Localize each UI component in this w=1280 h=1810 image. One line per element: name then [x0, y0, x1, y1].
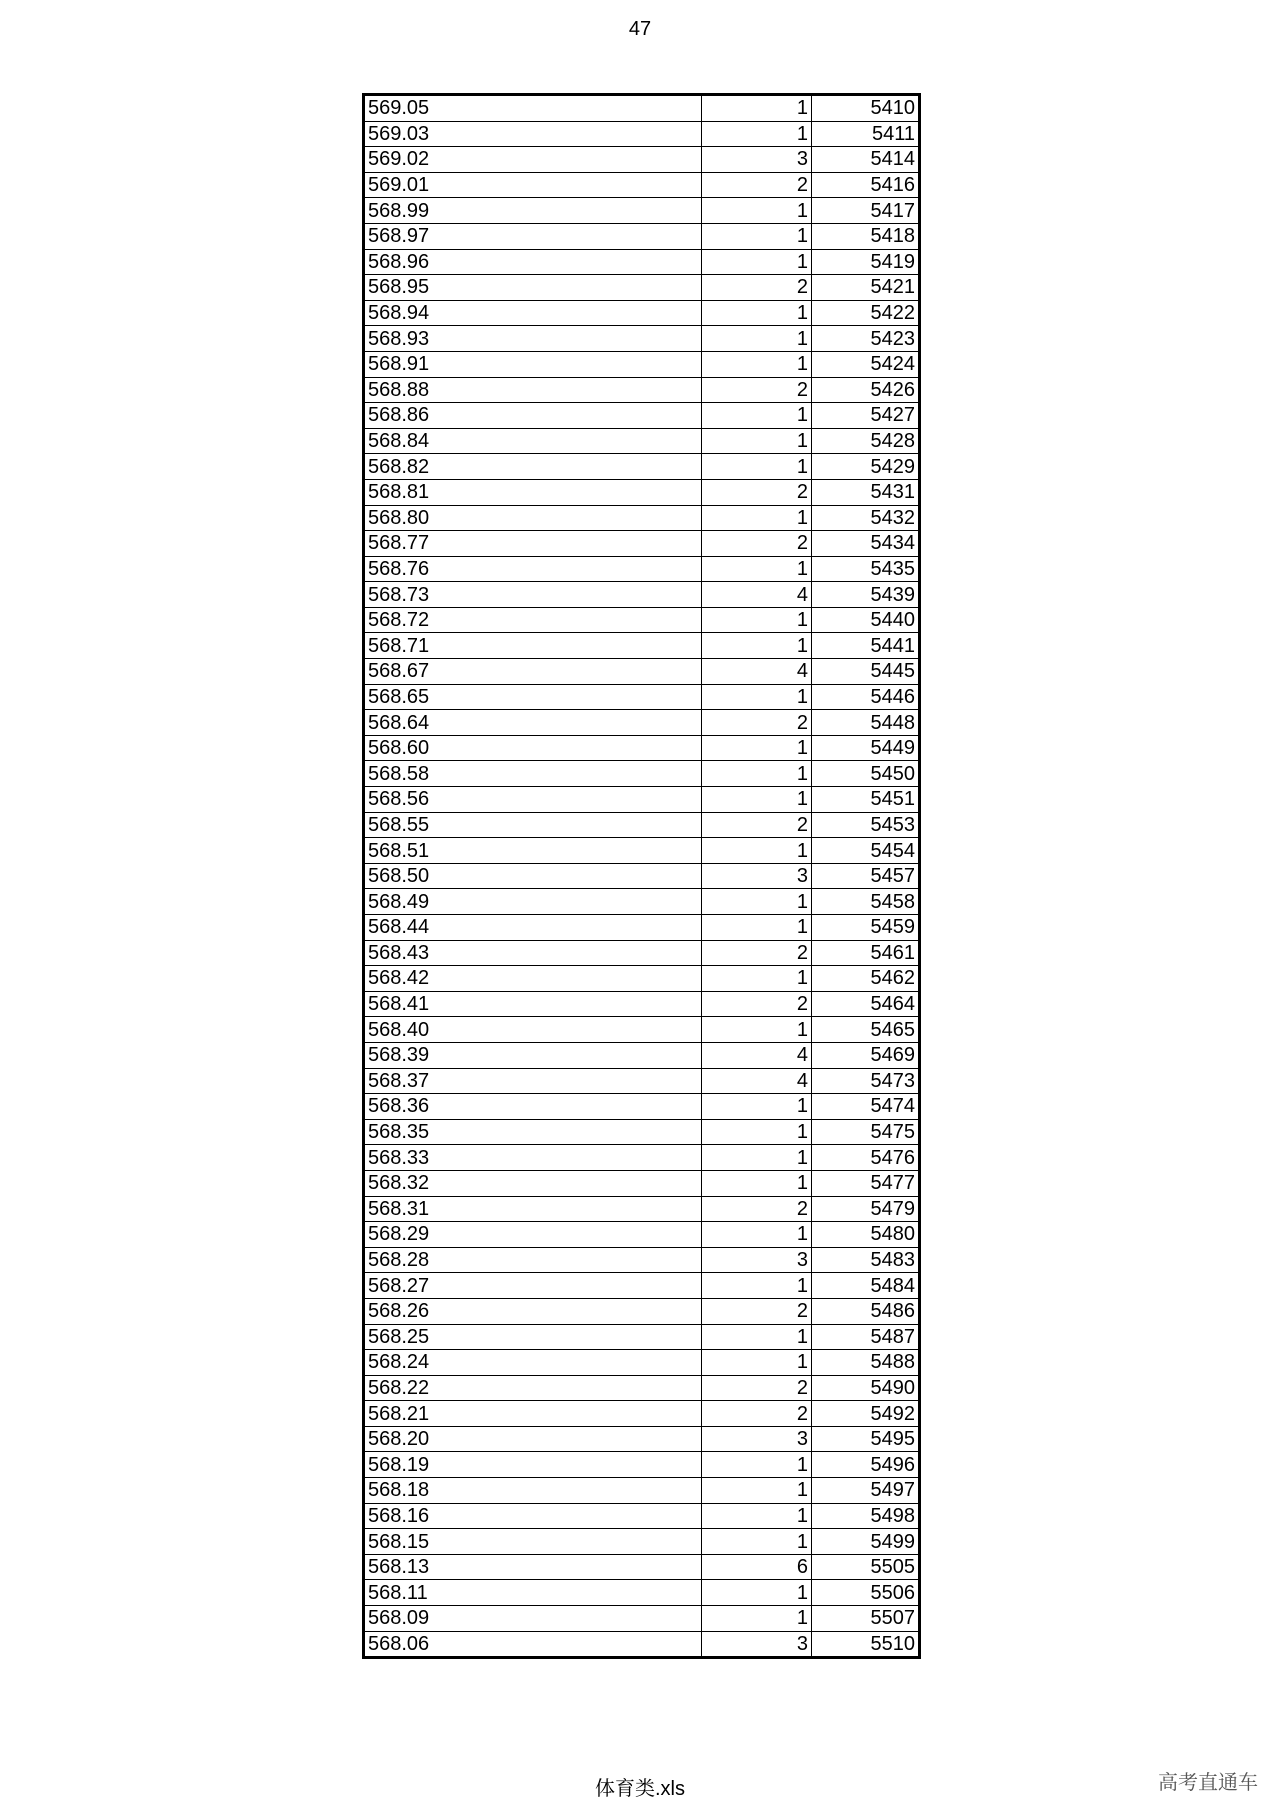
cumulative-cell: 5434 — [812, 531, 920, 557]
table-row — [364, 121, 920, 147]
score-cell: 568.36 — [364, 1094, 702, 1120]
cumulative-cell: 5426 — [812, 377, 920, 403]
score-cell: 568.35 — [364, 1119, 702, 1145]
cumulative-cell: 5422 — [812, 300, 920, 326]
cumulative-cell: 5458 — [812, 889, 920, 915]
count-cell: 1 — [702, 1145, 812, 1171]
score-cell: 568.80 — [364, 505, 702, 531]
count-cell: 6 — [702, 1554, 812, 1580]
cumulative-cell: 5454 — [812, 838, 920, 864]
table-row — [364, 479, 920, 505]
cumulative-cell: 5495 — [812, 1426, 920, 1452]
cumulative-cell: 5487 — [812, 1324, 920, 1350]
score-cell: 568.77 — [364, 531, 702, 557]
cumulative-cell: 5418 — [812, 223, 920, 249]
score-cell: 568.82 — [364, 454, 702, 480]
count-cell: 1 — [702, 889, 812, 915]
count-cell: 4 — [702, 659, 812, 685]
table-row — [364, 787, 920, 813]
count-cell: 1 — [702, 1580, 812, 1606]
score-cell: 568.96 — [364, 249, 702, 275]
count-cell: 1 — [702, 787, 812, 813]
table-row — [364, 249, 920, 275]
cumulative-cell: 5441 — [812, 633, 920, 659]
table-row — [364, 863, 920, 889]
table-row — [364, 1247, 920, 1273]
table-row — [364, 505, 920, 531]
score-cell: 568.55 — [364, 812, 702, 838]
cumulative-cell: 5461 — [812, 940, 920, 966]
score-cell: 568.88 — [364, 377, 702, 403]
count-cell: 1 — [702, 915, 812, 941]
cumulative-cell: 5484 — [812, 1273, 920, 1299]
count-cell: 1 — [702, 454, 812, 480]
table-row — [364, 1631, 920, 1658]
table-row — [364, 1350, 920, 1376]
score-cell: 569.03 — [364, 121, 702, 147]
cumulative-cell: 5473 — [812, 1068, 920, 1094]
score-cell: 568.31 — [364, 1196, 702, 1222]
count-cell: 1 — [702, 735, 812, 761]
table-row — [364, 1401, 920, 1427]
score-cell: 568.95 — [364, 275, 702, 301]
score-cell: 568.50 — [364, 863, 702, 889]
count-cell: 3 — [702, 1426, 812, 1452]
cumulative-cell: 5417 — [812, 198, 920, 224]
count-cell: 2 — [702, 1196, 812, 1222]
table-row — [364, 889, 920, 915]
table-row — [364, 1375, 920, 1401]
cumulative-cell: 5486 — [812, 1298, 920, 1324]
table-row — [364, 1606, 920, 1632]
table-row — [364, 1426, 920, 1452]
count-cell: 2 — [702, 479, 812, 505]
cumulative-cell: 5477 — [812, 1170, 920, 1196]
score-cell: 568.16 — [364, 1503, 702, 1529]
count-cell: 1 — [702, 1350, 812, 1376]
cumulative-cell: 5440 — [812, 607, 920, 633]
count-cell: 2 — [702, 377, 812, 403]
score-cell: 568.91 — [364, 351, 702, 377]
cumulative-cell: 5432 — [812, 505, 920, 531]
count-cell: 2 — [702, 172, 812, 198]
cumulative-cell: 5457 — [812, 863, 920, 889]
score-cell: 568.81 — [364, 479, 702, 505]
score-cell: 568.28 — [364, 1247, 702, 1273]
table-row — [364, 966, 920, 992]
count-cell: 1 — [702, 428, 812, 454]
table-row — [364, 710, 920, 736]
cumulative-cell: 5427 — [812, 403, 920, 429]
count-cell: 1 — [702, 1017, 812, 1043]
cumulative-cell: 5411 — [812, 121, 920, 147]
table-row — [364, 1119, 920, 1145]
score-cell: 568.29 — [364, 1222, 702, 1248]
score-cell: 568.65 — [364, 684, 702, 710]
cumulative-cell: 5429 — [812, 454, 920, 480]
score-cell: 568.13 — [364, 1554, 702, 1580]
score-cell: 568.09 — [364, 1606, 702, 1632]
table-row — [364, 1042, 920, 1068]
score-cell: 568.58 — [364, 761, 702, 787]
cumulative-cell: 5475 — [812, 1119, 920, 1145]
count-cell: 3 — [702, 1247, 812, 1273]
table-row — [364, 198, 920, 224]
table-row — [364, 582, 920, 608]
table-row — [364, 300, 920, 326]
score-cell: 568.76 — [364, 556, 702, 582]
score-cell: 568.64 — [364, 710, 702, 736]
count-cell: 3 — [702, 1631, 812, 1658]
score-cell: 569.05 — [364, 95, 702, 122]
cumulative-cell: 5419 — [812, 249, 920, 275]
cumulative-cell: 5450 — [812, 761, 920, 787]
table-row — [364, 812, 920, 838]
cumulative-cell: 5510 — [812, 1631, 920, 1658]
table-row — [364, 659, 920, 685]
count-cell: 1 — [702, 1452, 812, 1478]
table-row — [364, 1478, 920, 1504]
count-cell: 1 — [702, 1478, 812, 1504]
cumulative-cell: 5449 — [812, 735, 920, 761]
count-cell: 2 — [702, 275, 812, 301]
count-cell: 2 — [702, 812, 812, 838]
table-row — [364, 403, 920, 429]
count-cell: 1 — [702, 966, 812, 992]
cumulative-cell: 5479 — [812, 1196, 920, 1222]
cumulative-cell: 5435 — [812, 556, 920, 582]
score-cell: 568.56 — [364, 787, 702, 813]
cumulative-cell: 5423 — [812, 326, 920, 352]
score-cell: 568.15 — [364, 1529, 702, 1555]
count-cell: 2 — [702, 1401, 812, 1427]
table-row — [364, 1145, 920, 1171]
score-cell: 568.27 — [364, 1273, 702, 1299]
score-cell: 568.51 — [364, 838, 702, 864]
table-row — [364, 531, 920, 557]
score-cell: 568.72 — [364, 607, 702, 633]
cumulative-cell: 5428 — [812, 428, 920, 454]
table-row — [364, 940, 920, 966]
count-cell: 2 — [702, 531, 812, 557]
count-cell: 1 — [702, 121, 812, 147]
count-cell: 1 — [702, 761, 812, 787]
score-cell: 568.39 — [364, 1042, 702, 1068]
cumulative-cell: 5497 — [812, 1478, 920, 1504]
cumulative-cell: 5421 — [812, 275, 920, 301]
table-row — [364, 1554, 920, 1580]
table-row — [364, 684, 920, 710]
cumulative-cell: 5439 — [812, 582, 920, 608]
table-row — [364, 1170, 920, 1196]
count-cell: 1 — [702, 403, 812, 429]
cumulative-cell: 5446 — [812, 684, 920, 710]
count-cell: 3 — [702, 863, 812, 889]
cumulative-cell: 5424 — [812, 351, 920, 377]
score-cell: 568.25 — [364, 1324, 702, 1350]
cumulative-cell: 5464 — [812, 991, 920, 1017]
table-row — [364, 1017, 920, 1043]
table-row — [364, 838, 920, 864]
score-cell: 568.94 — [364, 300, 702, 326]
table-row — [364, 1503, 920, 1529]
score-cell: 568.41 — [364, 991, 702, 1017]
score-cell: 568.71 — [364, 633, 702, 659]
cumulative-cell: 5499 — [812, 1529, 920, 1555]
table-row — [364, 556, 920, 582]
table-row — [364, 735, 920, 761]
cumulative-cell: 5490 — [812, 1375, 920, 1401]
count-cell: 1 — [702, 1222, 812, 1248]
count-cell: 1 — [702, 607, 812, 633]
cumulative-cell: 5483 — [812, 1247, 920, 1273]
cumulative-cell: 5462 — [812, 966, 920, 992]
score-cell: 568.06 — [364, 1631, 702, 1658]
table-row — [364, 351, 920, 377]
score-cell: 568.20 — [364, 1426, 702, 1452]
cumulative-cell: 5448 — [812, 710, 920, 736]
cumulative-cell: 5492 — [812, 1401, 920, 1427]
score-cell: 568.97 — [364, 223, 702, 249]
count-cell: 1 — [702, 505, 812, 531]
table-row — [364, 377, 920, 403]
count-cell: 2 — [702, 991, 812, 1017]
count-cell: 2 — [702, 710, 812, 736]
score-cell: 568.73 — [364, 582, 702, 608]
page-number: 47 — [628, 18, 652, 40]
score-cell: 569.02 — [364, 147, 702, 173]
table-row — [364, 172, 920, 198]
cumulative-cell: 5480 — [812, 1222, 920, 1248]
count-cell: 1 — [702, 1503, 812, 1529]
count-cell: 1 — [702, 249, 812, 275]
cumulative-cell: 5465 — [812, 1017, 920, 1043]
cumulative-cell: 5488 — [812, 1350, 920, 1376]
score-cell: 568.84 — [364, 428, 702, 454]
count-cell: 1 — [702, 95, 812, 122]
score-cell: 568.26 — [364, 1298, 702, 1324]
table-row — [364, 1324, 920, 1350]
count-cell: 1 — [702, 556, 812, 582]
table-row — [364, 223, 920, 249]
table-row — [364, 1196, 920, 1222]
count-cell: 1 — [702, 1094, 812, 1120]
table-row — [364, 607, 920, 633]
table-row — [364, 633, 920, 659]
table-row — [364, 95, 920, 122]
count-cell: 1 — [702, 838, 812, 864]
cumulative-cell: 5453 — [812, 812, 920, 838]
count-cell: 1 — [702, 684, 812, 710]
footer-filename: 体育类.xls — [595, 1778, 685, 1800]
count-cell: 1 — [702, 1324, 812, 1350]
score-cell: 568.93 — [364, 326, 702, 352]
table-row — [364, 275, 920, 301]
table-row — [364, 428, 920, 454]
cumulative-cell: 5416 — [812, 172, 920, 198]
count-cell: 4 — [702, 1068, 812, 1094]
count-cell: 1 — [702, 300, 812, 326]
table-body — [364, 95, 920, 1658]
table-row — [364, 1529, 920, 1555]
count-cell: 1 — [702, 351, 812, 377]
count-cell: 1 — [702, 1273, 812, 1299]
score-cell: 568.49 — [364, 889, 702, 915]
table-row — [364, 991, 920, 1017]
count-cell: 1 — [702, 223, 812, 249]
score-cell: 568.22 — [364, 1375, 702, 1401]
score-cell: 568.86 — [364, 403, 702, 429]
count-cell: 1 — [702, 1170, 812, 1196]
count-cell: 3 — [702, 147, 812, 173]
score-cell: 568.33 — [364, 1145, 702, 1171]
count-cell: 4 — [702, 1042, 812, 1068]
table-row — [364, 915, 920, 941]
cumulative-cell: 5498 — [812, 1503, 920, 1529]
table-row — [364, 1452, 920, 1478]
cumulative-cell: 5445 — [812, 659, 920, 685]
score-cell: 568.67 — [364, 659, 702, 685]
cumulative-cell: 5496 — [812, 1452, 920, 1478]
score-cell: 568.32 — [364, 1170, 702, 1196]
score-table — [362, 93, 921, 1659]
table-row — [364, 1580, 920, 1606]
table-row — [364, 1273, 920, 1299]
count-cell: 1 — [702, 1529, 812, 1555]
cumulative-cell: 5431 — [812, 479, 920, 505]
score-cell: 568.60 — [364, 735, 702, 761]
cumulative-cell: 5506 — [812, 1580, 920, 1606]
cumulative-cell: 5469 — [812, 1042, 920, 1068]
table-row — [364, 1094, 920, 1120]
table-row — [364, 454, 920, 480]
score-cell: 568.21 — [364, 1401, 702, 1427]
cumulative-cell: 5451 — [812, 787, 920, 813]
table-row — [364, 326, 920, 352]
watermark: 高考直通车 — [1158, 1770, 1258, 1794]
score-cell: 568.43 — [364, 940, 702, 966]
count-cell: 2 — [702, 940, 812, 966]
table-row — [364, 1222, 920, 1248]
cumulative-cell: 5410 — [812, 95, 920, 122]
count-cell: 2 — [702, 1298, 812, 1324]
score-cell: 568.42 — [364, 966, 702, 992]
cumulative-cell: 5505 — [812, 1554, 920, 1580]
score-cell: 568.24 — [364, 1350, 702, 1376]
count-cell: 2 — [702, 1375, 812, 1401]
cumulative-cell: 5414 — [812, 147, 920, 173]
table-row — [364, 1068, 920, 1094]
score-cell: 568.44 — [364, 915, 702, 941]
score-cell: 569.01 — [364, 172, 702, 198]
table-row — [364, 147, 920, 173]
count-cell: 1 — [702, 326, 812, 352]
count-cell: 1 — [702, 633, 812, 659]
score-cell: 568.40 — [364, 1017, 702, 1043]
count-cell: 1 — [702, 1606, 812, 1632]
score-cell: 568.18 — [364, 1478, 702, 1504]
table-row — [364, 761, 920, 787]
cumulative-cell: 5459 — [812, 915, 920, 941]
cumulative-cell: 5476 — [812, 1145, 920, 1171]
table-row — [364, 1298, 920, 1324]
score-cell: 568.37 — [364, 1068, 702, 1094]
cumulative-cell: 5474 — [812, 1094, 920, 1120]
score-cell: 568.19 — [364, 1452, 702, 1478]
score-cell: 568.99 — [364, 198, 702, 224]
score-cell: 568.11 — [364, 1580, 702, 1606]
count-cell: 1 — [702, 1119, 812, 1145]
count-cell: 4 — [702, 582, 812, 608]
count-cell: 1 — [702, 198, 812, 224]
cumulative-cell: 5507 — [812, 1606, 920, 1632]
